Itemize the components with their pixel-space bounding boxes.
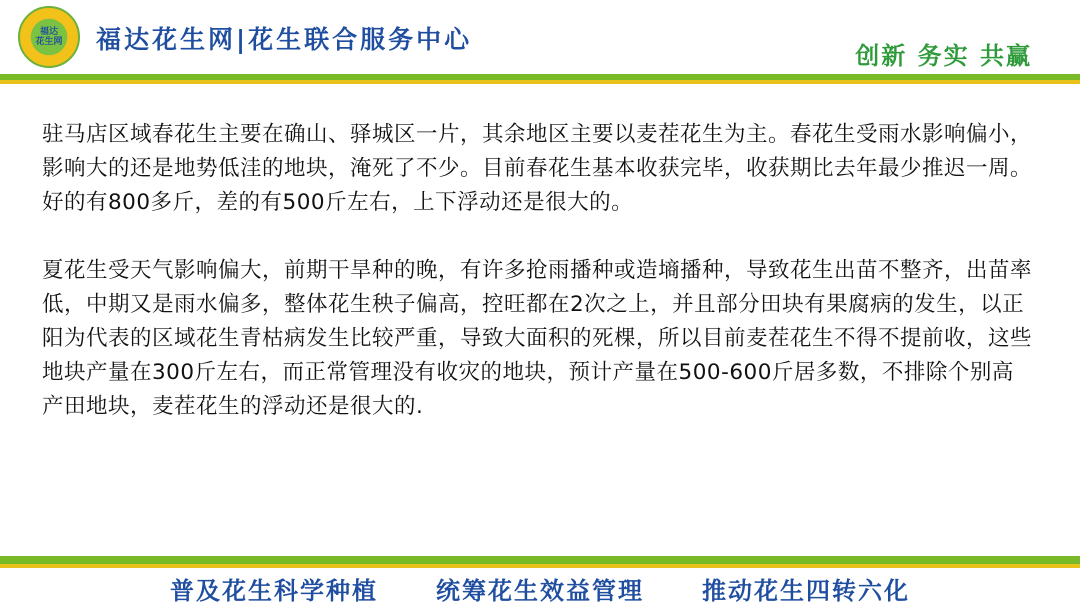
site-logo[interactable] (18, 6, 80, 68)
footer-divider (0, 556, 1080, 568)
logo-text: 福达 花生网 (35, 27, 63, 47)
article-body (42, 118, 1032, 424)
paragraph-spring-peanut: 驻马店区域春花生主要在确山、驿城区一片，其余地区主要以麦茬花生为主。春花生受雨水影响偏小，影响大的还是地势低洼的地块，淹死了不少。目前春花生基本收获完毕，收获期比去年最少推迟一周。好的有800多斤，差的有500斤左右，上下浮动还是很大的。 (42, 122, 1033, 215)
header (0, 0, 1080, 86)
paragraph-summer-peanut: 夏花生受天气影响偏大，前期干旱种的晚，有许多抢雨播种或造墒播种，导致花生出苗不整齐，出苗率低，中期又是雨水偏多，整体花生秧子偏高，控旺都在2次之上，并且部分田块有果腐病的发生，以正阳为代表的区域花生青枯病发生比较严重，导致大面积的死棵，所以目前麦茬花生不得不提前收，这些地块产量在300斤左右，而正常管理没有收灾的地块，预计产量在500-600斤居多数，不排除个别高产田地块，麦茬花生的浮动还是很大的. (42, 258, 1033, 419)
header-slogan: 创新 务实 共赢 (855, 42, 1032, 70)
footer-item-transformation: 推动花生四转六化 (702, 576, 910, 605)
footer-item-planting: 普及花生科学种植 (170, 576, 378, 605)
footer-item-management: 统筹花生效益管理 (436, 576, 644, 605)
header-divider (0, 74, 1080, 84)
site-title: 福达花生网|花生联合服务中心 (96, 25, 473, 54)
footer-banner (0, 568, 1080, 608)
